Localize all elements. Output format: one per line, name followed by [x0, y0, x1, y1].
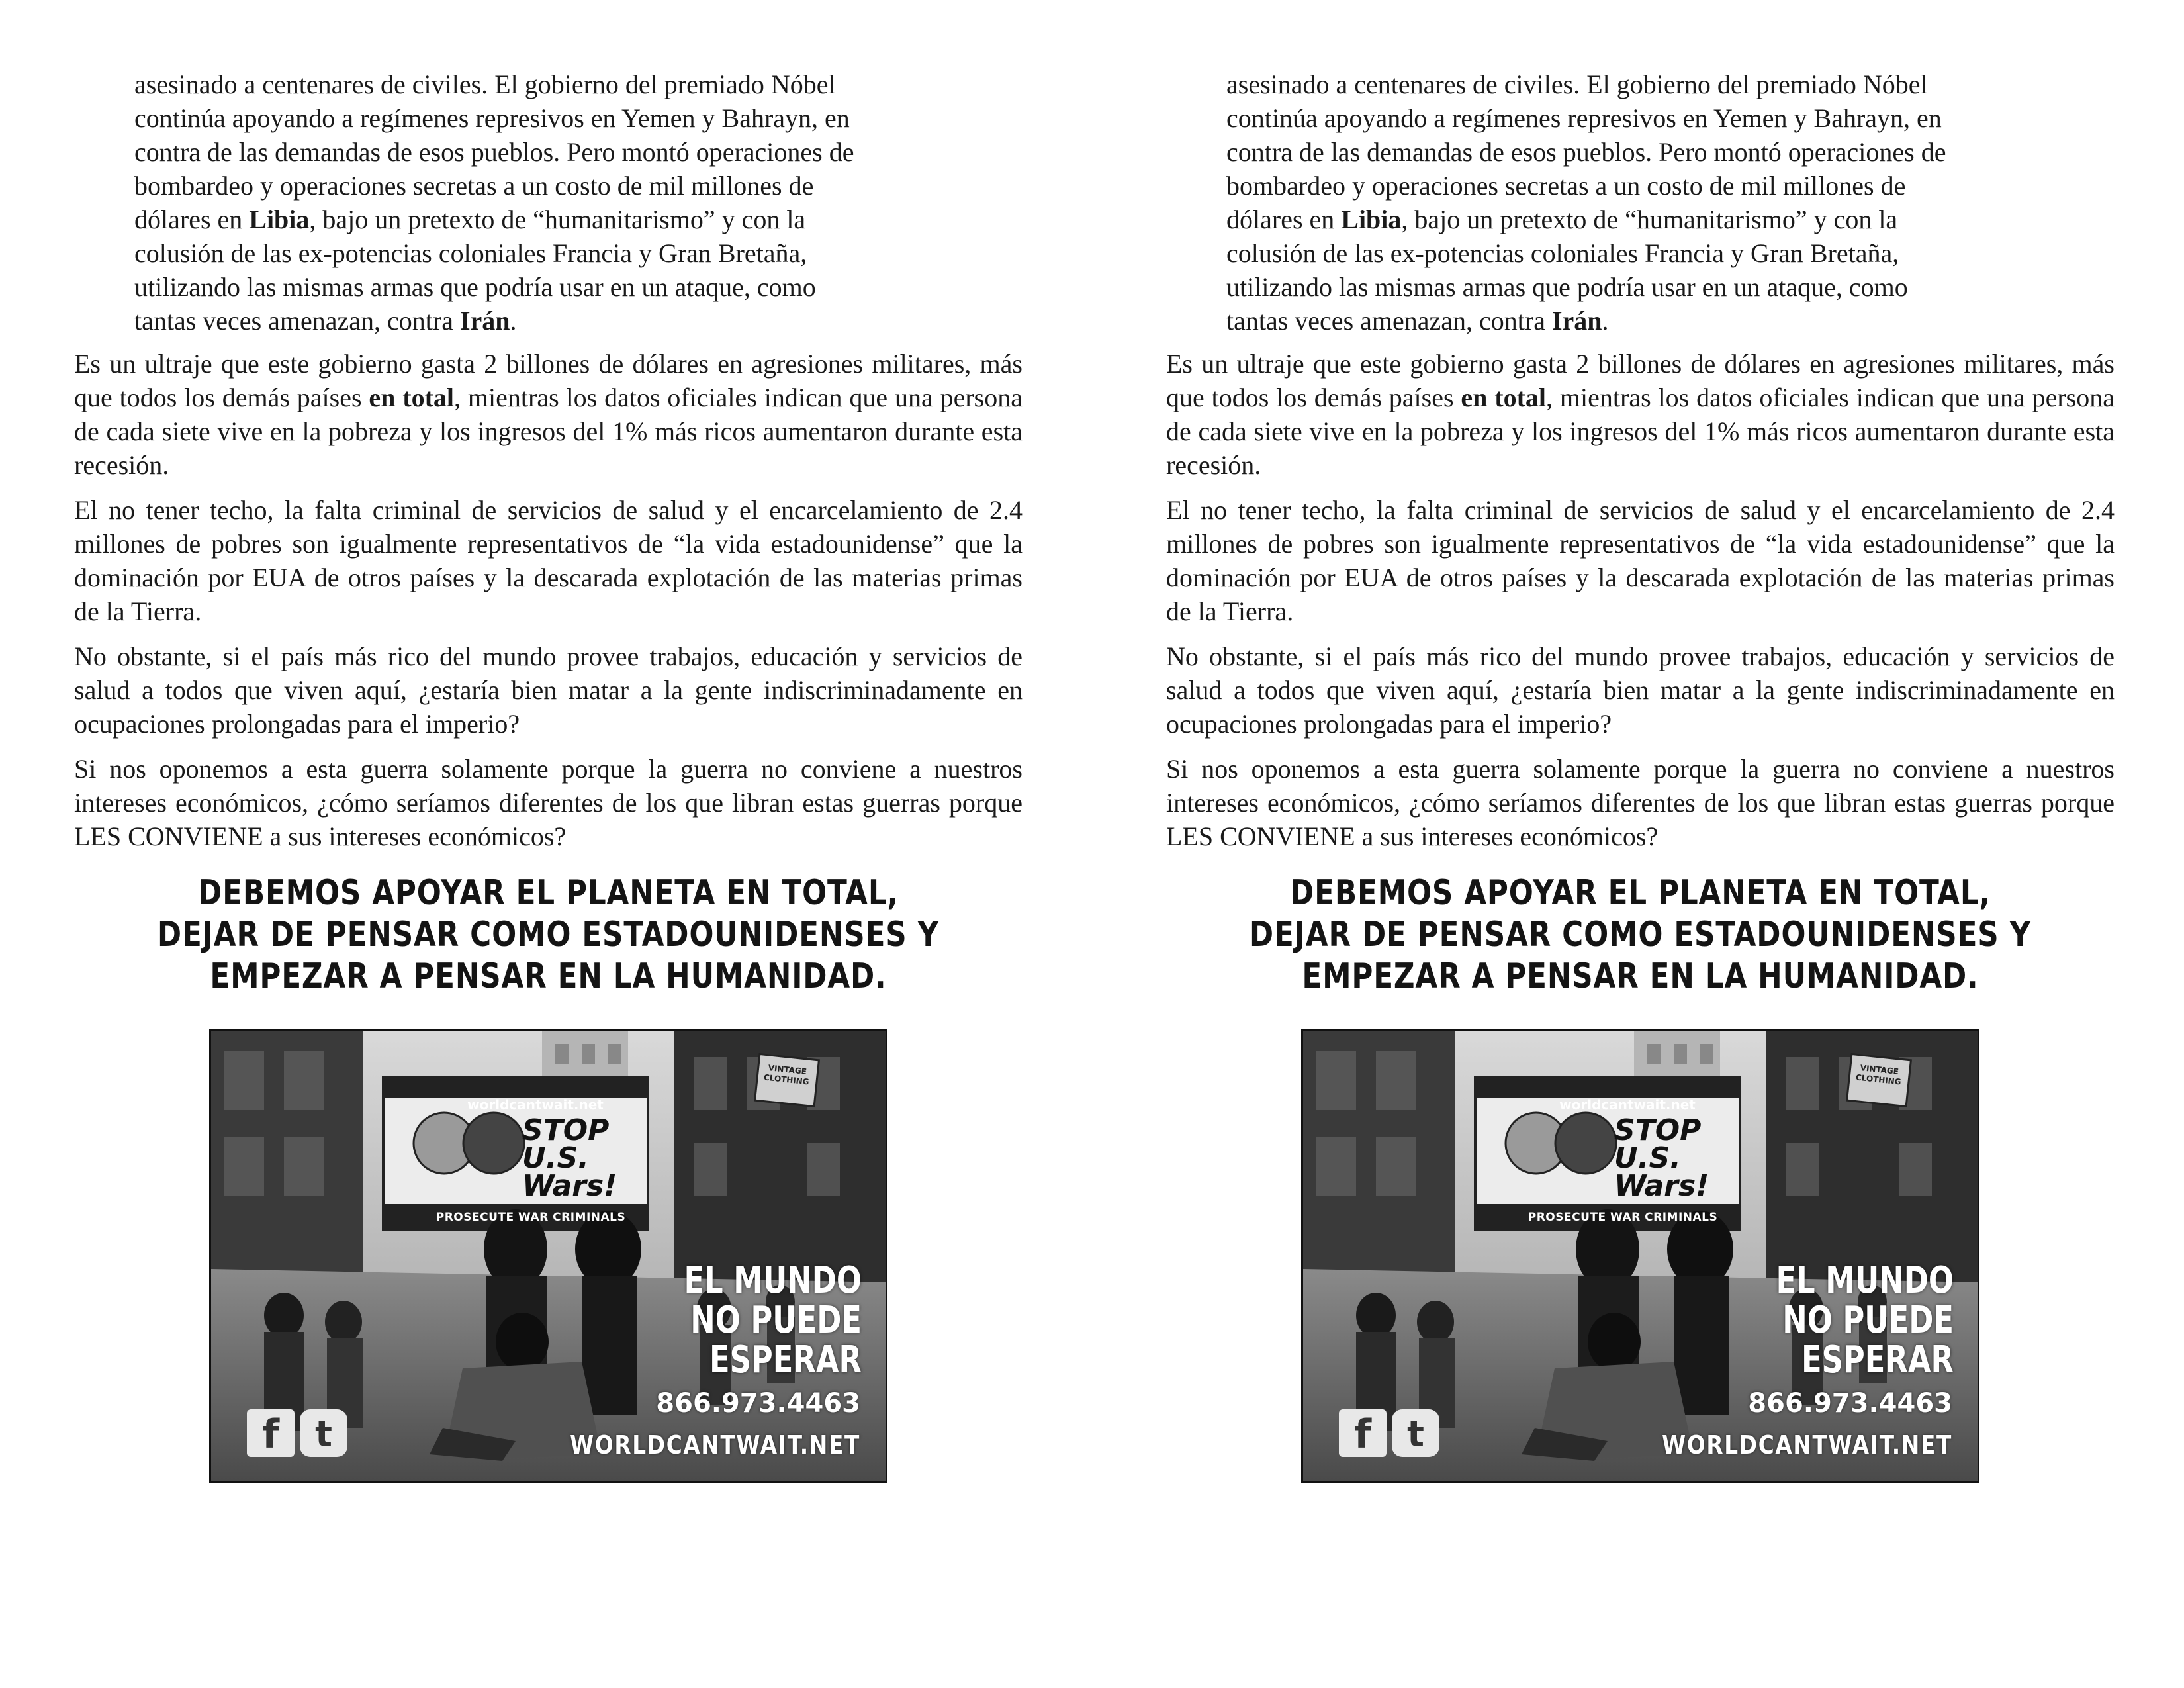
twitter-icon: t	[300, 1409, 347, 1457]
sign-site-text: worldcantwait.net	[467, 1097, 604, 1113]
quote-line	[134, 304, 988, 338]
text-run: asesinado a centenares de civiles. El gobierno del premiado Nóbel	[1226, 70, 1928, 99]
text-run: contra de las demandas de esos pueblos. Pero montó operaciones de	[134, 137, 854, 167]
emphasis-text: Libia	[249, 205, 310, 234]
paragraph	[1166, 752, 2115, 853]
mundo-lines-line: EL MUNDO	[684, 1259, 862, 1302]
text-run: asesinado a centenares de civiles. El gobierno del premiado Nóbel	[134, 70, 836, 99]
text-run: El no tener techo, la falta criminal de servicios de salud y el encarcelamiento de 2.4 millones de pobres son igualmente representativos de “la vida estadounidense” que la dominación por EUA de otros países y la descarada explotación de las materias primas de la Tierra.	[1166, 495, 2115, 626]
quote-line	[134, 135, 988, 169]
sign-stop-line: U.S.	[522, 1141, 589, 1175]
text-run: .	[510, 306, 517, 336]
article-text	[1166, 68, 2115, 865]
sign-stop-line: STOP	[522, 1113, 610, 1147]
emphasis-text: Irán	[1551, 306, 1602, 336]
text-run: colusión de las ex-potencias coloniales Francia y Gran Bretaña,	[1226, 238, 1899, 268]
indented-quote	[1226, 68, 2080, 338]
paragraphs	[1166, 347, 2115, 853]
vintage-sign-line: VINTAGE	[1860, 1063, 1899, 1077]
text-run: El no tener techo, la falta criminal de servicios de salud y el encarcelamiento de 2.4 millones de pobres son igualmente representativos de “la vida estadounidense” que la dominación por EUA de otros países y la descarada explotación de las materias primas de la Tierra.	[74, 495, 1023, 626]
text-run: dólares en	[1226, 205, 1342, 234]
twitter-icon: t	[1392, 1409, 1439, 1457]
paragraph	[1166, 347, 2115, 482]
quote-line	[134, 236, 988, 270]
text-run: No obstante, si el país más rico del mundo provee trabajos, educación y servicios de salud a todos que viven aquí, ¿estaría bien matar a la gente indiscriminadamente en ocupaciones prolongadas para el imperio?	[74, 641, 1023, 739]
text-run: Es un ultraje que este gobierno gasta 2 billones de dólares en agresiones militares, más que todos los demás países	[1166, 349, 2115, 412]
article-text	[74, 68, 1023, 865]
emphasis-text: Irán	[459, 306, 510, 336]
mundo-lines-line: ESPERAR	[709, 1338, 862, 1382]
headline-line: DEBEMOS APOYAR EL PLANETA EN TOTAL,	[1290, 873, 1991, 913]
protest-photo	[209, 1029, 887, 1483]
protest-photo	[1301, 1029, 1979, 1483]
quote-line	[134, 169, 988, 203]
sign-stop-line: U.S.	[1614, 1141, 1681, 1175]
text-run: , mientras los datos oficiales indican que una persona de cada siete vive en la pobreza y los ingresos del 1% más ricos aumentaron durante esta recesión.	[74, 383, 1023, 480]
quote-line	[1226, 304, 2080, 338]
sign-stop-line: STOP	[1614, 1113, 1702, 1147]
mundo-lines-line: NO PUEDE	[690, 1299, 862, 1342]
mundo-lines-line: EL MUNDO	[1776, 1259, 1954, 1302]
facebook-icon: f	[247, 1409, 295, 1457]
headline-line: DEJAR DE PENSAR COMO ESTADOUNIDENSES Y	[1249, 915, 2032, 955]
text-run: contra de las demandas de esos pueblos. Pero montó operaciones de	[1226, 137, 1946, 167]
paragraph	[74, 752, 1023, 853]
text-run: continúa apoyando a regímenes represivos en Yemen y Bahrayn, en	[134, 103, 850, 133]
text-run: utilizando las mismas armas que podría usar en un ataque, como	[1226, 272, 1908, 302]
headline-line: EMPEZAR A PENSAR EN LA HUMANIDAD.	[210, 957, 887, 996]
text-run: utilizando las mismas armas que podría usar en un ataque, como	[134, 272, 816, 302]
el-mundo-slogan	[682, 1261, 862, 1380]
text-run: No obstante, si el país más rico del mundo provee trabajos, educación y servicios de salud a todos que viven aquí, ¿estaría bien matar a la gente indiscriminadamente en ocupaciones prolongadas para el imperio?	[1166, 641, 2115, 739]
paragraph	[74, 347, 1023, 482]
vintage-sign-line: CLOTHING	[1855, 1072, 1902, 1087]
website-url: WORLDCANTWAIT.NET	[1662, 1430, 1952, 1460]
quote-line	[1226, 270, 2080, 304]
text-run: continúa apoyando a regímenes represivos en Yemen y Bahrayn, en	[1226, 103, 1942, 133]
phone-number: 866.973.4463	[1748, 1388, 1952, 1419]
paragraphs	[74, 347, 1023, 853]
quote-line	[134, 68, 988, 101]
website-url: WORLDCANTWAIT.NET	[570, 1430, 860, 1460]
text-run: Si nos oponemos a esta guerra solamente porque la guerra no conviene a nuestros intereses económicos, ¿cómo seríamos diferentes de los que libran estas guerras porque LES CONVIENE a sus intereses económicos?	[74, 754, 1023, 851]
sign-stop-line: Wars!	[522, 1169, 617, 1203]
sign-prosecute-text: PROSECUTE WAR CRIMINALS	[435, 1211, 626, 1224]
headline	[1242, 872, 2039, 998]
text-run: dólares en	[134, 205, 250, 234]
vintage-sign-line: VINTAGE	[768, 1063, 807, 1077]
mundo-lines-line: ESPERAR	[1801, 1338, 1954, 1382]
headline-line: DEJAR DE PENSAR COMO ESTADOUNIDENSES Y	[157, 915, 940, 955]
flyer-page-right	[1092, 0, 2184, 1688]
sign-stop-text	[1614, 1113, 1740, 1203]
sign-stop-line: Wars!	[1614, 1169, 1709, 1203]
text-run: tantas veces amenazan, contra	[1226, 306, 1552, 336]
emphasis-text: en total	[369, 383, 455, 412]
quote-line	[1226, 101, 2080, 135]
phone-number: 866.973.4463	[656, 1388, 860, 1419]
sign-prosecute-text: PROSECUTE WAR CRIMINALS	[1527, 1211, 1718, 1224]
text-run: .	[1602, 306, 1609, 336]
text-run: bombardeo y operaciones secretas a un costo de mil millones de	[134, 171, 814, 201]
mundo-lines-line: NO PUEDE	[1782, 1299, 1954, 1342]
headline-line: DEBEMOS APOYAR EL PLANETA EN TOTAL,	[198, 873, 899, 913]
text-run: , mientras los datos oficiales indican que una persona de cada siete vive en la pobreza y los ingresos del 1% más ricos aumentaron durante esta recesión.	[1166, 383, 2115, 480]
paragraph	[74, 493, 1023, 628]
text-run: Si nos oponemos a esta guerra solamente porque la guerra no conviene a nuestros intereses económicos, ¿cómo seríamos diferentes de los que libran estas guerras porque LES CONVIENE a sus intereses económicos?	[1166, 754, 2115, 851]
quote-line	[134, 203, 988, 236]
quote-line	[1226, 169, 2080, 203]
text-run: bombardeo y operaciones secretas a un costo de mil millones de	[1226, 171, 1906, 201]
quote-line	[1226, 203, 2080, 236]
el-mundo-slogan	[1774, 1261, 1954, 1380]
headline	[150, 872, 947, 998]
sign-stop-text	[522, 1113, 648, 1203]
quote-line	[1226, 68, 2080, 101]
quote-line	[134, 101, 988, 135]
sign-site-text: worldcantwait.net	[1559, 1097, 1696, 1113]
vintage-sign-line: CLOTHING	[763, 1072, 810, 1087]
paragraph	[1166, 639, 2115, 741]
indented-quote	[134, 68, 988, 338]
facebook-icon: f	[1339, 1409, 1387, 1457]
paragraph	[74, 639, 1023, 741]
quote-line	[1226, 236, 2080, 270]
emphasis-text: Libia	[1341, 205, 1402, 234]
text-run: Es un ultraje que este gobierno gasta 2 billones de dólares en agresiones militares, más que todos los demás países	[74, 349, 1023, 412]
text-run: , bajo un pretexto de “humanitarismo” y con la	[1401, 205, 1898, 234]
quote-line	[1226, 135, 2080, 169]
quote-line	[134, 270, 988, 304]
paragraph	[1166, 493, 2115, 628]
text-run: , bajo un pretexto de “humanitarismo” y con la	[309, 205, 806, 234]
emphasis-text: en total	[1461, 383, 1547, 412]
text-run: tantas veces amenazan, contra	[134, 306, 460, 336]
text-run: colusión de las ex-potencias coloniales Francia y Gran Bretaña,	[134, 238, 807, 268]
headline-line: EMPEZAR A PENSAR EN LA HUMANIDAD.	[1302, 957, 1979, 996]
